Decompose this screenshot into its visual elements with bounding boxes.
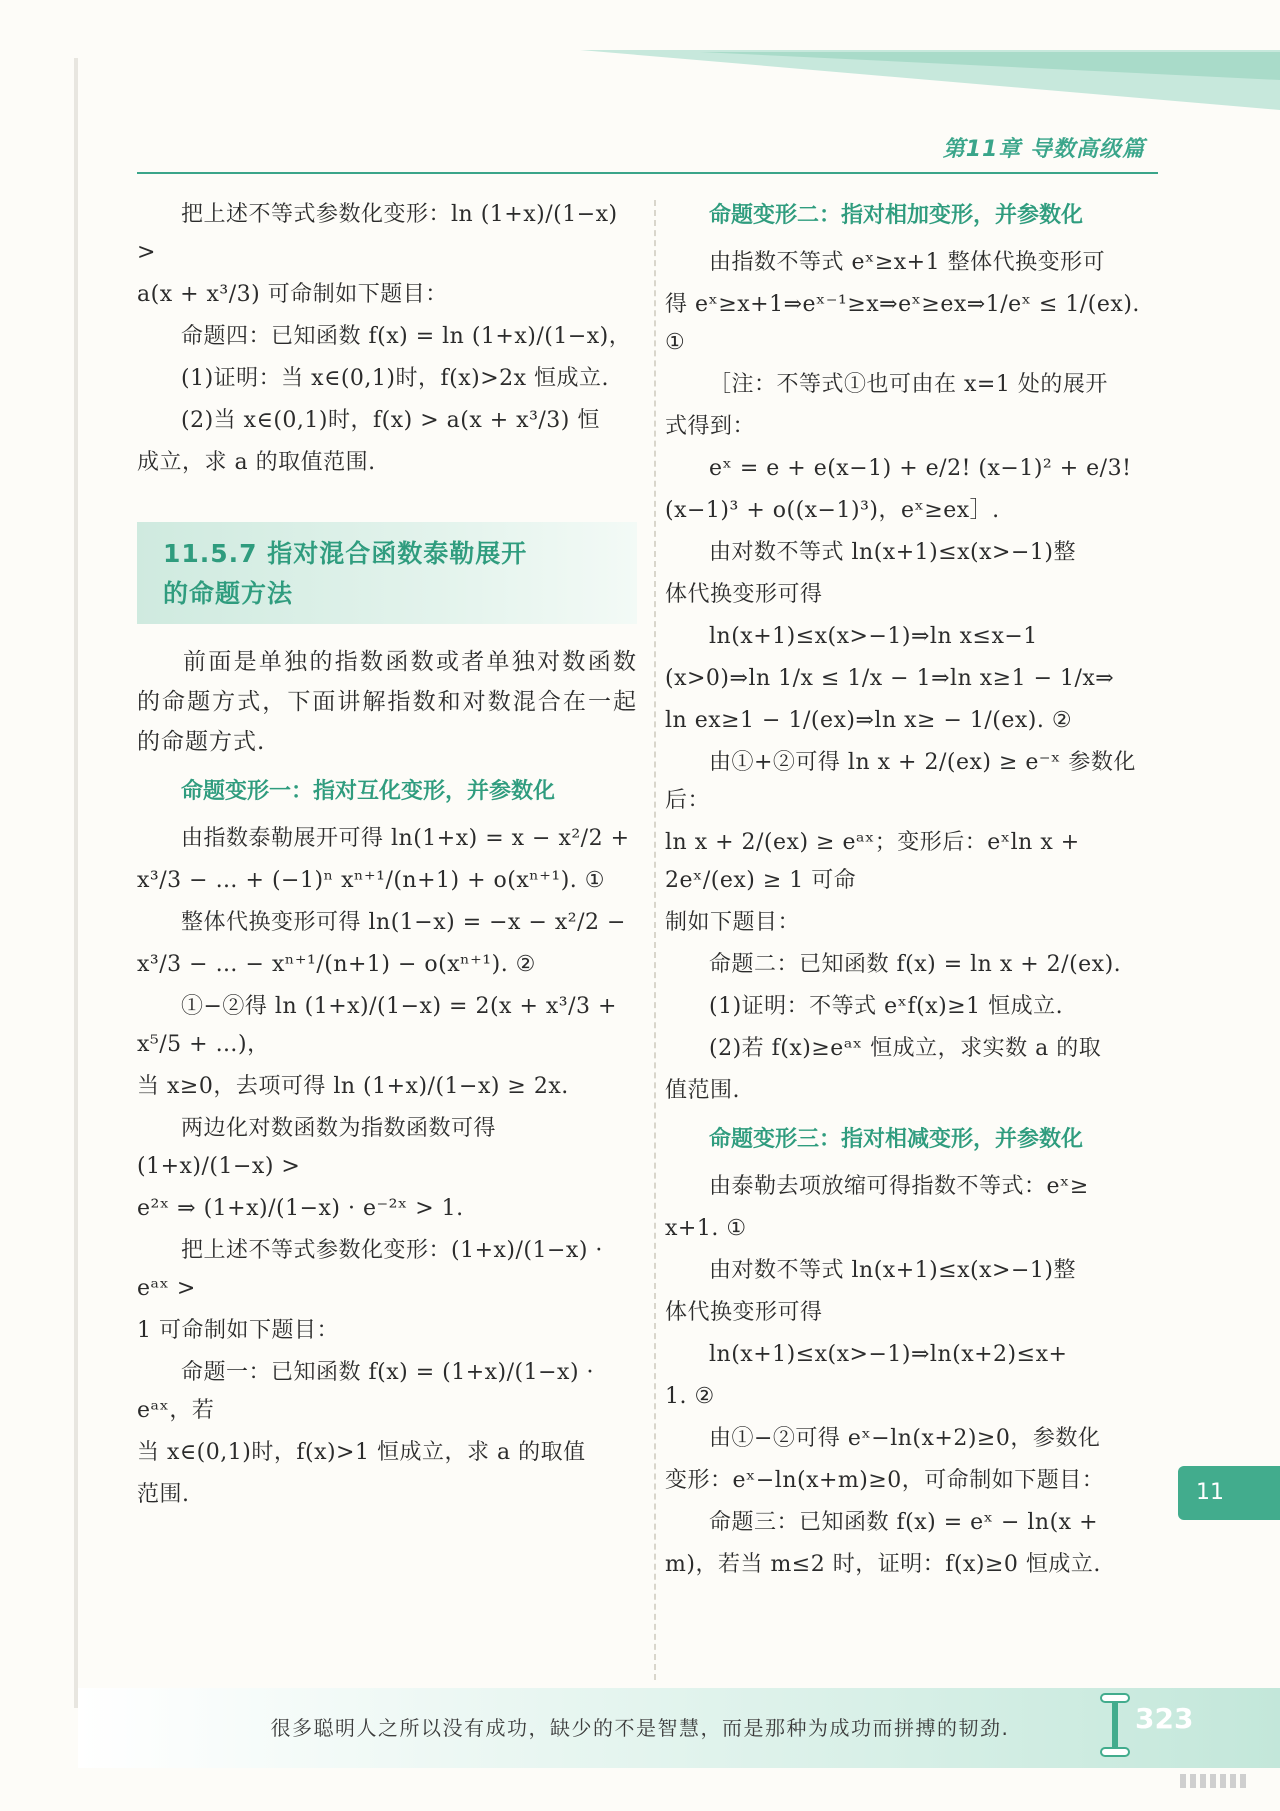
text-line: (x−1)³ + o((x−1)³)，eˣ≥ex］. (665, 498, 1000, 523)
text-line: 把上述不等式参数化变形：ln (1+x)/(1−x) > (137, 202, 618, 265)
proposition-3: 命题三：已知函数 f(x) = eˣ − ln(x + (709, 1510, 1099, 1535)
text-line: 体代换变形可得 (665, 582, 823, 607)
text-line: (1)证明：当 x∈(0,1)时，f(x)>2x 恒成立. (181, 366, 610, 391)
text-line: 由泰勒去项放缩可得指数不等式：eˣ≥ (709, 1174, 1089, 1199)
text-line: 当 x≥0，去项可得 ln (1+x)/(1−x) ≥ 2x. (137, 1074, 569, 1099)
text-line: 范围. (137, 1482, 190, 1507)
text-line: 由对数不等式 ln(x+1)≤x(x>−1)整 (709, 1258, 1076, 1283)
text-line: 得 eˣ≥x+1⇒eˣ⁻¹≥x⇒eˣ≥ex⇒1/eˣ ≤ 1/(ex). ① (665, 292, 1140, 355)
text-line: ln ex≥1 − 1/(ex)⇒ln x≥ − 1/(ex). ② (665, 708, 1073, 733)
text-line: x³/3 − … + (−1)ⁿ xⁿ⁺¹/(n+1) + o(xⁿ⁺¹). ① (137, 868, 606, 893)
text-line: ln x + 2/(ex) ≥ eᵃˣ；变形后：eˣln x + 2eˣ/(ex) ≥ 1 可命 (665, 830, 1080, 893)
column-divider (654, 200, 656, 1680)
text-line: e²ˣ ⇒ (1+x)/(1−x) · e⁻²ˣ > 1. (137, 1196, 464, 1221)
text-line: 把上述不等式参数化变形：(1+x)/(1−x) · eᵃˣ > (137, 1238, 603, 1301)
text-line: 1. ② (665, 1384, 715, 1409)
text-line: x+1. ① (665, 1216, 747, 1241)
section-heading-line-1: 11.5.7 指对混合函数泰勒展开 (163, 539, 528, 568)
text-line: 体代换变形可得 (665, 1300, 823, 1325)
text-line: (2)若 f(x)≥eᵃˣ 恒成立，求实数 a 的取 (709, 1036, 1102, 1061)
text-line: 式得到： (665, 414, 756, 439)
header-rule (137, 172, 1158, 174)
text-line: 制如下题目： (665, 910, 801, 935)
intro-paragraph: 前面是单独的指数函数或者单独对数函数的命题方式，下面讲解指数和对数混合在一起的命题方式. (137, 649, 637, 755)
text-line: 由指数泰勒展开可得 ln(1+x) = x − x²/2 + (181, 826, 630, 851)
text-line: 成立，求 a 的取值范围. (137, 450, 376, 475)
proposition-2: 命题二：已知函数 f(x) = ln x + 2/(ex). (709, 952, 1122, 977)
text-line: ［注：不等式①也可由在 x=1 处的展开 (709, 372, 1108, 397)
right-column (665, 196, 1165, 1588)
text-line: ln(x+1)≤x(x>−1)⇒ln(x+2)≤x+ (709, 1342, 1068, 1367)
text-line: 当 x∈(0,1)时，f(x)>1 恒成立，求 a 的取值 (137, 1440, 586, 1465)
text-line: x³/3 − … − xⁿ⁺¹/(n+1) − o(xⁿ⁺¹). ② (137, 952, 536, 977)
subhead-variant-3: 命题变形三：指对相减变形，并参数化 (709, 1127, 1084, 1152)
page-number: 323 (1135, 1702, 1194, 1735)
subhead-variant-2: 命题变形二：指对相加变形，并参数化 (709, 203, 1084, 228)
text-line: 值范围. (665, 1078, 740, 1103)
text-line: 由指数不等式 eˣ≥x+1 整体代换变形可 (709, 250, 1106, 275)
section-heading (137, 522, 637, 624)
text-line: 由①−②可得 eˣ−ln(x+2)≥0，参数化 (709, 1426, 1101, 1451)
subhead-variant-1: 命题变形一：指对互化变形，并参数化 (181, 779, 556, 804)
text-line: (x>0)⇒ln 1/x ≤ 1/x − 1⇒ln x≥1 − 1/x⇒ (665, 666, 1115, 691)
text-line: a(x + x³/3) 可命制如下题目： (137, 282, 448, 307)
chapter-header: 第11章 导数高级篇 (942, 137, 1145, 162)
text-line: eˣ = e + e(x−1) + e/2! (x−1)² + e/3! (709, 456, 1132, 481)
text-line: m)，若当 m≤2 时，证明：f(x)≥0 恒成立. (665, 1552, 1101, 1577)
text-line: ln(x+1)≤x(x>−1)⇒ln x≤x−1 (709, 624, 1038, 649)
scan-artifact (1180, 1774, 1250, 1788)
left-column (137, 196, 637, 1518)
proposition-1: 命题一：已知函数 f(x) = (1+x)/(1−x) · eᵃˣ，若 (137, 1360, 595, 1423)
section-heading-line-2: 的命题方法 (163, 579, 294, 608)
text-line: 整体代换变形可得 ln(1−x) = −x − x²/2 − (181, 910, 626, 935)
text-line: (1)证明：不等式 eˣf(x)≥1 恒成立. (709, 994, 1064, 1019)
text-line: 变形：eˣ−ln(x+m)≥0，可命制如下题目： (665, 1468, 1105, 1493)
text-line: 两边化对数函数为指数函数可得 (1+x)/(1−x) > (137, 1116, 497, 1179)
proposition-4: 命题四：已知函数 f(x) = ln (1+x)/(1−x)， (181, 324, 632, 349)
footer-motto: 很多聪明人之所以没有成功，缺少的不是智慧，而是那种为成功而拼搏的韧劲. (270, 1716, 1010, 1740)
chapter-tab: 11 (1178, 1466, 1280, 1520)
text-line: (2)当 x∈(0,1)时，f(x) > a(x + x³/3) 恒 (181, 408, 600, 433)
text-line: 由对数不等式 ln(x+1)≤x(x>−1)整 (709, 540, 1076, 565)
text-line: 由①+②可得 ln x + 2/(ex) ≥ e⁻ˣ 参数化后： (665, 750, 1136, 813)
page-gutter-shadow (74, 58, 78, 1708)
text-line: 1 可命制如下题目： (137, 1318, 339, 1343)
text-line: ①−②得 ln (1+x)/(1−x) = 2(x + x³/3 + x⁵/5 + …)， (137, 994, 617, 1057)
